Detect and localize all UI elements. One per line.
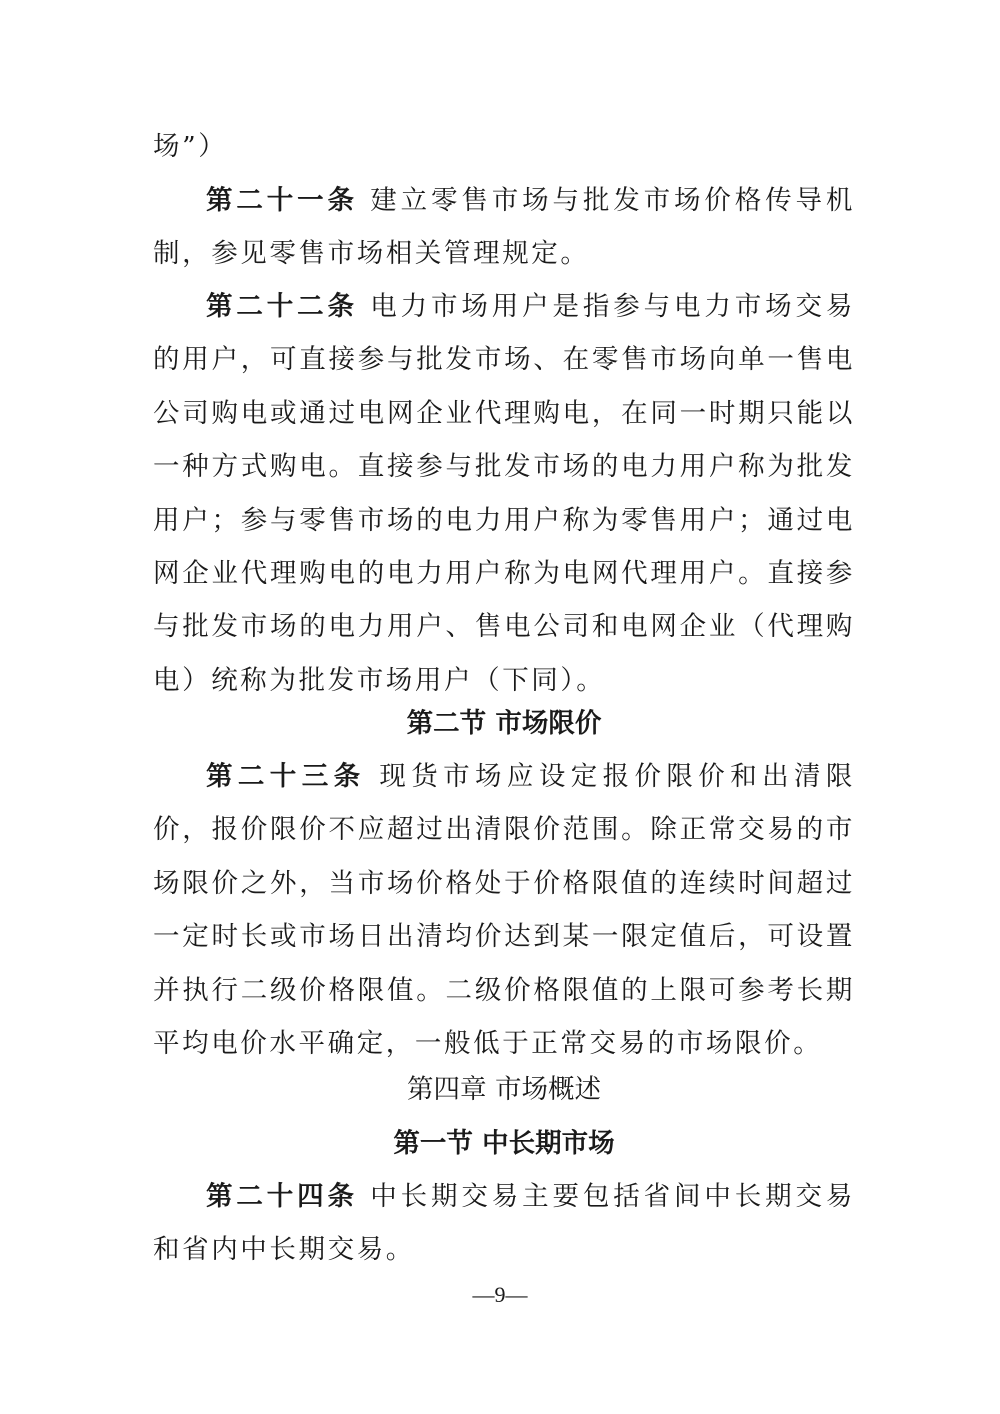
article-22 [153,280,855,707]
article-label: 第二十二条 [206,291,358,322]
section-heading: 第一节 中长期市场 [393,1128,615,1159]
continuation-line [153,120,855,173]
chapter-heading: 第四章 市场概述 [407,1074,601,1105]
article-text: 中长期交易主要包括省间中长期交易和省内中长期交易。 [153,1181,856,1266]
article-21 [153,174,855,281]
article-24 [153,1170,855,1277]
article-text: 建立零售市场与批发市场价格传导机制，参见零售市场相关管理规定。 [153,185,856,270]
page-number: —9— [472,1282,528,1307]
article-text: 现货市场应设定报价限价和出清限价，报价限价不应超过出清限价范围。除正常交易的市场限价之外，当市场价格处于价格限值的连续时间超过一定时长或市场日出清均价达到某一限定值后，可设置并执行二级价格限值。二级价格限值的上限可参考长期平均电价水平确定，一般低于正常交易的市场限价。 [153,761,856,1060]
article-23 [153,750,855,1070]
article-text: 电力市场用户是指参与电力市场交易的用户，可直接参与批发市场、在零售市场向单一售电公司购电或通过电网企业代理购电，在同一时期只能以一种方式购电。直接参与批发市场的电力用户称为批发用户；参与零售市场的电力用户称为零售用户；通过电网企业代理购电的电力用户称为电网代理用户。直接参与批发市场的电力用户、售电公司和电网企业（代理购电）统称为批发市场用户（下同）。 [153,291,856,696]
article-label: 第二十三条 [206,761,366,792]
section-heading: 第二节 市场限价 [406,708,602,739]
continuation-text: 场”） [153,131,228,162]
article-label: 第二十四条 [206,1181,358,1212]
article-label: 第二十一条 [206,185,358,216]
